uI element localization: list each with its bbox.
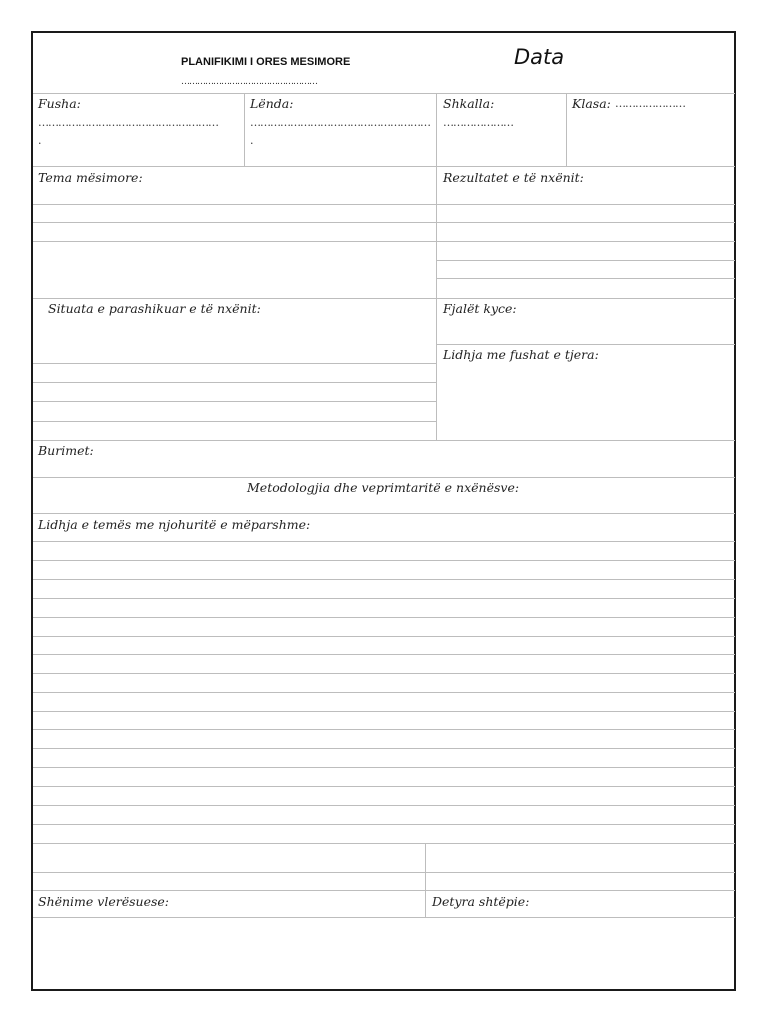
- ruled-line[interactable]: [33, 843, 735, 844]
- ruled-line[interactable]: [33, 363, 436, 364]
- divider: [436, 93, 437, 441]
- ruled-line[interactable]: [33, 805, 735, 806]
- divider: [244, 93, 245, 167]
- situata-label: Situata e parashikuar e të nxënit:: [48, 301, 261, 316]
- ruled-line[interactable]: [33, 729, 735, 730]
- fusha-label: Fusha:: [38, 96, 81, 111]
- divider: [437, 344, 735, 345]
- divider: [33, 166, 735, 167]
- ruled-line[interactable]: [437, 278, 735, 279]
- divider: [425, 843, 426, 918]
- ruled-line[interactable]: [33, 560, 735, 561]
- ruled-line[interactable]: [33, 673, 735, 674]
- fjalet-kyce-label: Fjalët kyce:: [443, 301, 517, 316]
- divider: [33, 298, 735, 299]
- divider: [33, 890, 735, 891]
- ruled-line[interactable]: [33, 579, 735, 580]
- divider: [33, 917, 735, 918]
- lidhja-fushat-label: Lidhja me fushat e tjera:: [443, 347, 599, 362]
- tema-label: Tema mësimore:: [38, 170, 143, 185]
- ruled-line[interactable]: [33, 382, 436, 383]
- lidhja-njohurite-label: Lidhja e temës me njohuritë e mëparshme:: [38, 517, 311, 532]
- ruled-line[interactable]: [33, 824, 735, 825]
- ruled-line[interactable]: [33, 421, 436, 422]
- lenda-label: Lënda:: [250, 96, 294, 111]
- ruled-line[interactable]: [33, 872, 735, 873]
- fusha-field-end: .: [38, 134, 41, 147]
- detyra-shtepie-label: Detyra shtëpie:: [432, 894, 530, 909]
- date-label: Data: [514, 45, 565, 69]
- ruled-line[interactable]: [437, 260, 735, 261]
- ruled-line[interactable]: [33, 786, 735, 787]
- metodologjia-label: Metodologjia dhe veprimtaritë e nxënësve:: [247, 480, 520, 495]
- shenime-vleresuese-label: Shënime vlerësuese:: [38, 894, 169, 909]
- fusha-field[interactable]: ………………………………………………: [38, 116, 218, 129]
- klasa-field[interactable]: …………………: [615, 97, 685, 110]
- ruled-line[interactable]: [33, 598, 735, 599]
- lenda-field-end: .: [250, 134, 253, 147]
- ruled-line[interactable]: [33, 204, 735, 205]
- burimet-label: Burimet:: [38, 443, 94, 458]
- ruled-line[interactable]: [33, 636, 735, 637]
- lenda-field[interactable]: ………………………………………………: [250, 116, 430, 129]
- klasa-label: Klasa:: [572, 96, 611, 111]
- ruled-line[interactable]: [33, 222, 735, 223]
- divider: [33, 440, 735, 441]
- ruled-line[interactable]: [33, 541, 735, 542]
- shkalla-field[interactable]: …………………: [443, 116, 513, 129]
- ruled-line[interactable]: [33, 241, 735, 242]
- divider: [566, 93, 567, 167]
- divider: [33, 477, 735, 478]
- divider: [33, 93, 735, 94]
- rezultatet-label: Rezultatet e të nxënit:: [443, 170, 584, 185]
- ruled-line[interactable]: [33, 617, 735, 618]
- form-title: PLANIFIKIMI I ORES MESIMORE: [181, 56, 351, 68]
- divider: [33, 513, 735, 514]
- ruled-line[interactable]: [33, 748, 735, 749]
- ruled-line[interactable]: [33, 692, 735, 693]
- ruled-line[interactable]: [33, 767, 735, 768]
- ruled-line[interactable]: [33, 654, 735, 655]
- title-dotted-line[interactable]: ……………………………………………: [181, 77, 317, 87]
- shkalla-label: Shkalla:: [443, 96, 495, 111]
- ruled-line[interactable]: [33, 711, 735, 712]
- ruled-line[interactable]: [33, 401, 436, 402]
